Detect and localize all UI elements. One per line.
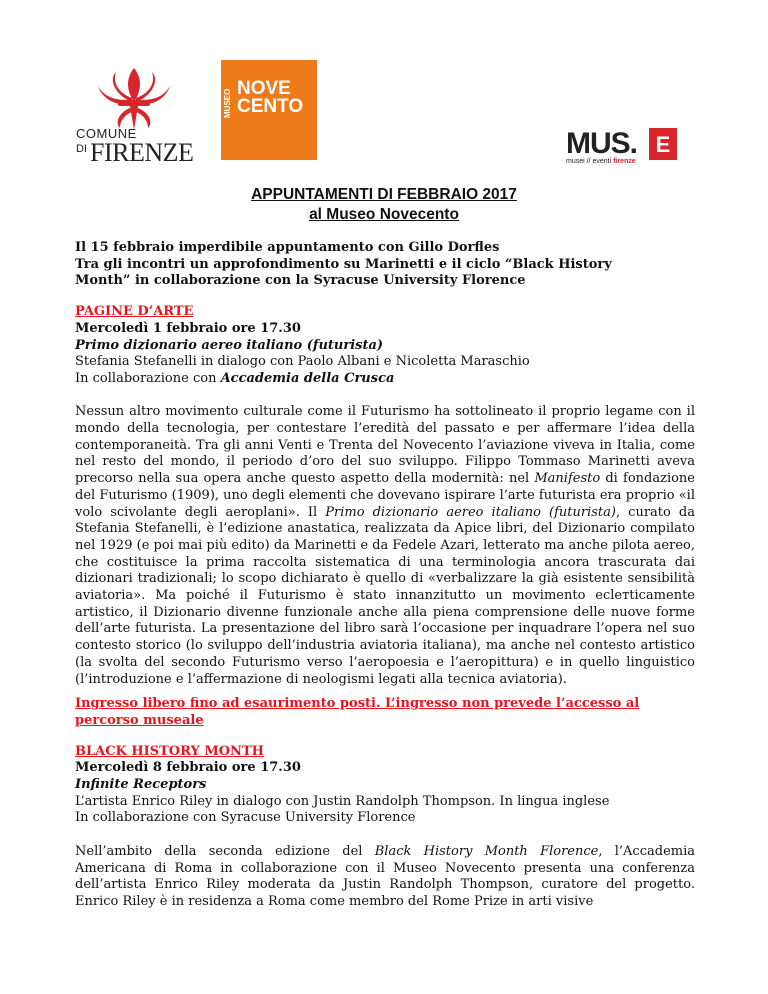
intro-line-3: Month” in collaborazione con la Syracuse University Florence <box>75 273 526 289</box>
mus-subtitle-city: firenze <box>613 158 636 165</box>
event-speakers-2: L’artista Enrico Riley in dialogo con Justin Randolph Thompson. In lingua inglese <box>75 793 610 809</box>
comune-label: COMUNE <box>76 126 137 141</box>
museo-novecento-logo <box>221 60 317 160</box>
desc-1-manifesto: Manifesto <box>534 471 601 487</box>
admission-note: Ingresso libero fino ad esaurimento posti. L’ingresso non prevede l’accesso al percorso museale <box>75 696 640 728</box>
intro-line-2: Tra gli incontri un approfondimento su Marinetti e il ciclo “Black History <box>75 256 612 272</box>
collab-prefix: In collaborazione con <box>75 370 221 386</box>
event-title-2: Infinite Receptors <box>75 777 207 793</box>
desc-1-primo: Primo dizionario aereo italiano (futurista) <box>325 504 616 520</box>
mus-subtitle <box>566 158 636 165</box>
comune-di-label: DI <box>76 143 87 155</box>
document-body <box>75 240 695 911</box>
desc-1-part-2: di fondazione del Futurismo (1909), uno degli elementi che dovevano ispirare l’arte futurista era proprio «il volo scivolante degli aeroplani». Il <box>75 471 695 520</box>
mus-subtitle-prefix: musei // eventi <box>566 158 614 165</box>
florence-lily-logo <box>86 66 182 132</box>
desc-1-part-3: , curato da Stefania Stefanelli, è l’edizione anastatica, realizzata da Apice libri, del Dizionario compilato nel 1929 (e poi mai più edito) da Marinetti e da Fedele Azari, letterato ma anche pilota aereo, che costituisce la prima raccolta sistematica di una terminologia ancora trascurata dai dizionari tradizionali; lo scopo dichiarato è quello di «verbalizzare la già esistente sensibilità aviatoria». Ma poiché il Futurismo è stato innanzitutto un movimento eclетticamente artistico, il Dizionario divenne funzionale anche alla piena comprensione delle nuove forme dell’arte futurista. La presentazione del libro sarà l’occasione per inquadrare l’opera nel suo contesto storico (lo sviluppo dell’industria aviatoria italiana), ma anche nel contesto artistico (la svolta del secondo Futurismo verso l’aeropoesia e l’aeropittura) e in quello linguistico (l’introduzione e l’affermazione di neologismi legati alla tecnica aviatoria). <box>75 504 695 687</box>
event-title-1: Primo dizionario aereo italiano (futurista) <box>75 337 384 353</box>
section-heading-pagine-arte: PAGINE D’ARTE <box>75 304 194 320</box>
desc-2-part-1: Nell’ambito della seconda edizione del <box>75 843 375 859</box>
comune-firenze-label: FIRENZE <box>90 138 194 167</box>
desc-2-bhm: Black History Month Florence <box>374 843 599 859</box>
museo-nove-label: NOVE <box>237 78 291 99</box>
event-description-1 <box>75 404 695 688</box>
museo-vertical-label: MUSEO <box>223 88 232 118</box>
intro-line-1: Il 15 febbraio imperdibile appuntamento con Gillo Dorfles <box>75 240 500 255</box>
event-speakers-1: Stefania Stefanelli in dialogo con Paolo Albani e Nicoletta Maraschio <box>75 354 530 370</box>
page-subtitle: al Museo Novecento <box>309 206 459 223</box>
event-collab-1 <box>75 371 695 388</box>
event-date-1: Mercoledì 1 febbraio ore 17.30 <box>75 320 301 336</box>
mus-e-badge: E <box>649 128 677 160</box>
mus-logo-text: MUS. <box>566 127 637 160</box>
event-date-2: Mercoledì 8 febbraio ore 17.30 <box>75 760 301 776</box>
section-heading-black-history: BLACK HISTORY MONTH <box>75 743 264 759</box>
collab-name: Accademia della Crusca <box>220 370 395 386</box>
page-title: APPUNTAMENTI DI FEBBRAIO 2017 <box>251 186 517 203</box>
logo-bar <box>0 0 768 175</box>
event-description-2 <box>75 844 695 911</box>
desc-2-part-2: , l’Accademia Americana di Roma in collaborazione con il Museo Novecento presenta una conferenza dell’artista Enrico Riley moderata da Justin Randolph Thompson, curatore del progetto. Enrico Riley è in residenza a Roma come membro del Rome Prize in arti visive <box>75 843 695 909</box>
museo-cento-label: CENTO <box>237 96 304 117</box>
desc-1-part-1: Nessun altro movimento culturale come il Futurismo ha sottolineato il proprio legame con il mondo della tecnologia, per contestare l’eredità del passato e per affermare l’idea della contemporaneità. Tra gli anni Venti e Trenta del Novecento l’aviazione viveva in Italia, come nel resto del mondo, il periodo d’oro del suo sviluppo. Filippo Tommaso Marinetti aveva precorso nella sua opera anche questo aspetto della modernità: nel <box>75 404 695 487</box>
event-collab-2: In collaborazione con Syracuse University Florence <box>75 810 416 826</box>
